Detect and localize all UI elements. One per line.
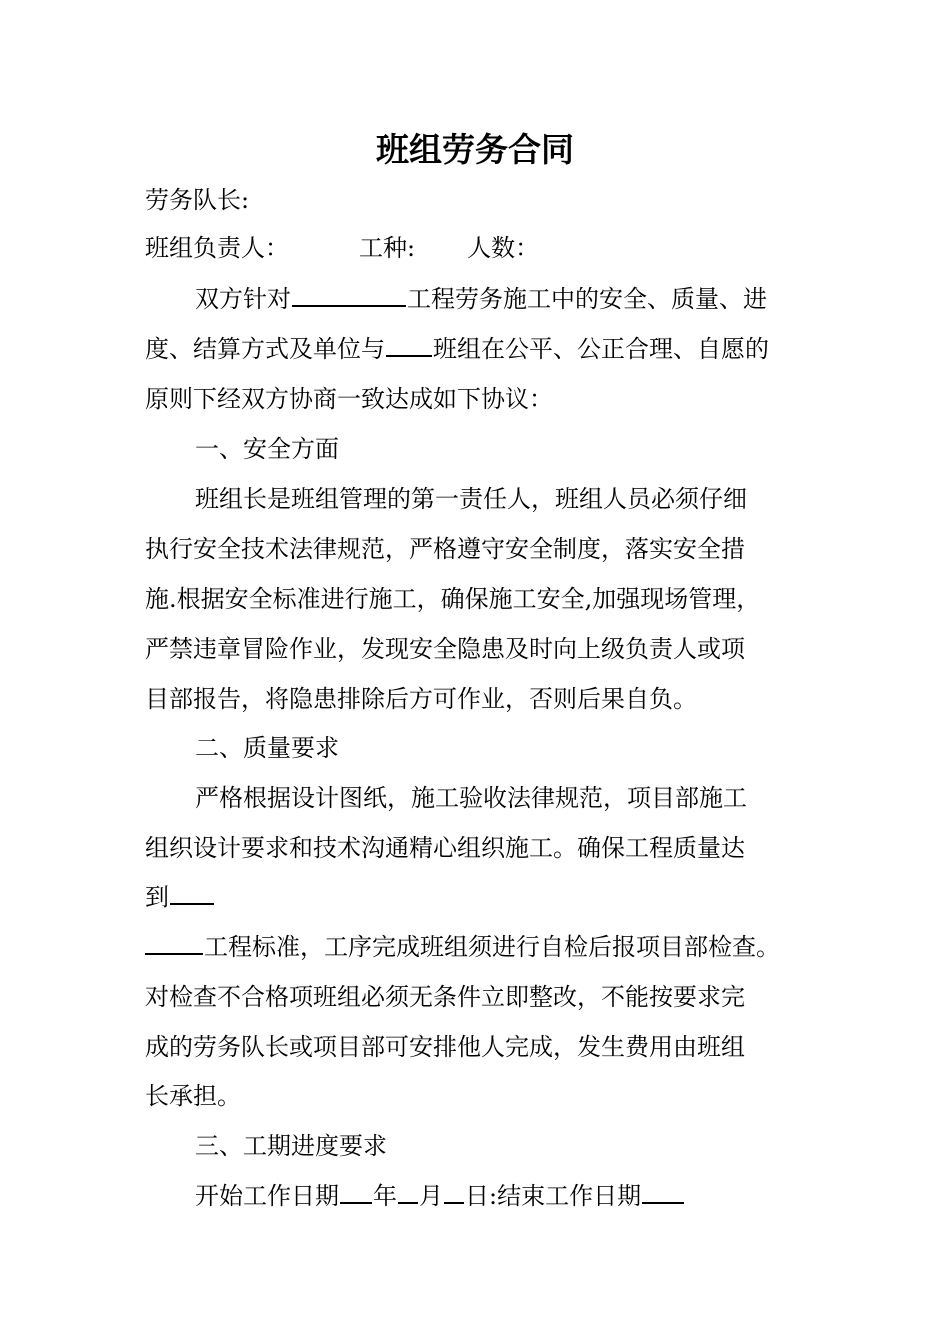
section2-line: 到 [145, 880, 215, 914]
start-day-blank [444, 1180, 464, 1204]
captain-label: 劳务队长: [145, 186, 250, 214]
section3-heading: 三、工期进度要求 [195, 1132, 387, 1160]
section1-line: 班组长是班组管理的第一责任人，班组人员必须仔细 [195, 485, 747, 513]
quality-standard-blank [170, 881, 214, 905]
section1-line: 施.根据安全标准进行施工，确保施工安全,加强现场管理， [145, 585, 761, 613]
section1-line: 执行安全技术法律规范，严格遵守安全制度，落实安全措 [145, 535, 745, 563]
section2-line: 对检查不合格项班组必须无条件立即整改，不能按要求完 [145, 983, 745, 1011]
project-name-blank [292, 283, 406, 307]
section1-line: 严禁违章冒险作业，发现安全隐患及时向上级负责人或项 [145, 635, 745, 663]
intro-line-2: 度、结算方式及单位与 班组在公平、公正合理、自愿的 [145, 335, 769, 363]
quality-standard-blank-cont [145, 931, 203, 955]
start-year-blank [340, 1180, 372, 1204]
section2-line: 长承担。 [145, 1082, 241, 1110]
count-label: 人数： [467, 234, 540, 262]
end-date-blank [642, 1180, 684, 1204]
section1-heading: 一、安全方面 [195, 435, 339, 463]
header-info-line [145, 231, 539, 265]
document-title: 班组劳务合同 [376, 130, 574, 169]
start-month-blank [398, 1180, 418, 1204]
leader-label: 班组负责人： [145, 234, 289, 262]
section2-heading: 二、质量要求 [195, 734, 339, 762]
trade-label: 工种: [359, 234, 416, 262]
team-name-blank [386, 333, 432, 357]
intro-line-3: 原则下经双方协商一致达成如下协议： [145, 385, 553, 413]
section2-line: 严格根据设计图纸，施工验收法律规范，项目部施工 [195, 784, 747, 812]
section1-line: 目部报告，将隐患排除后方可作业，否则后果自负。 [145, 685, 697, 713]
section2-line: 组织设计要求和技术沟通精心组织施工。确保工程质量达 [145, 834, 745, 862]
section2-line: 工程标准，工序完成班组须进行自检后报项目部检查。 [145, 930, 780, 964]
schedule-line: 开始工作日期 年 月 日:结束工作日期 [195, 1179, 685, 1213]
section2-line: 成的劳务队长或项目部可安排他人完成，发生费用由班组 [145, 1033, 745, 1061]
intro-line-1: 双方针对 工程劳务施工中的安全、质量、进 [195, 285, 767, 313]
